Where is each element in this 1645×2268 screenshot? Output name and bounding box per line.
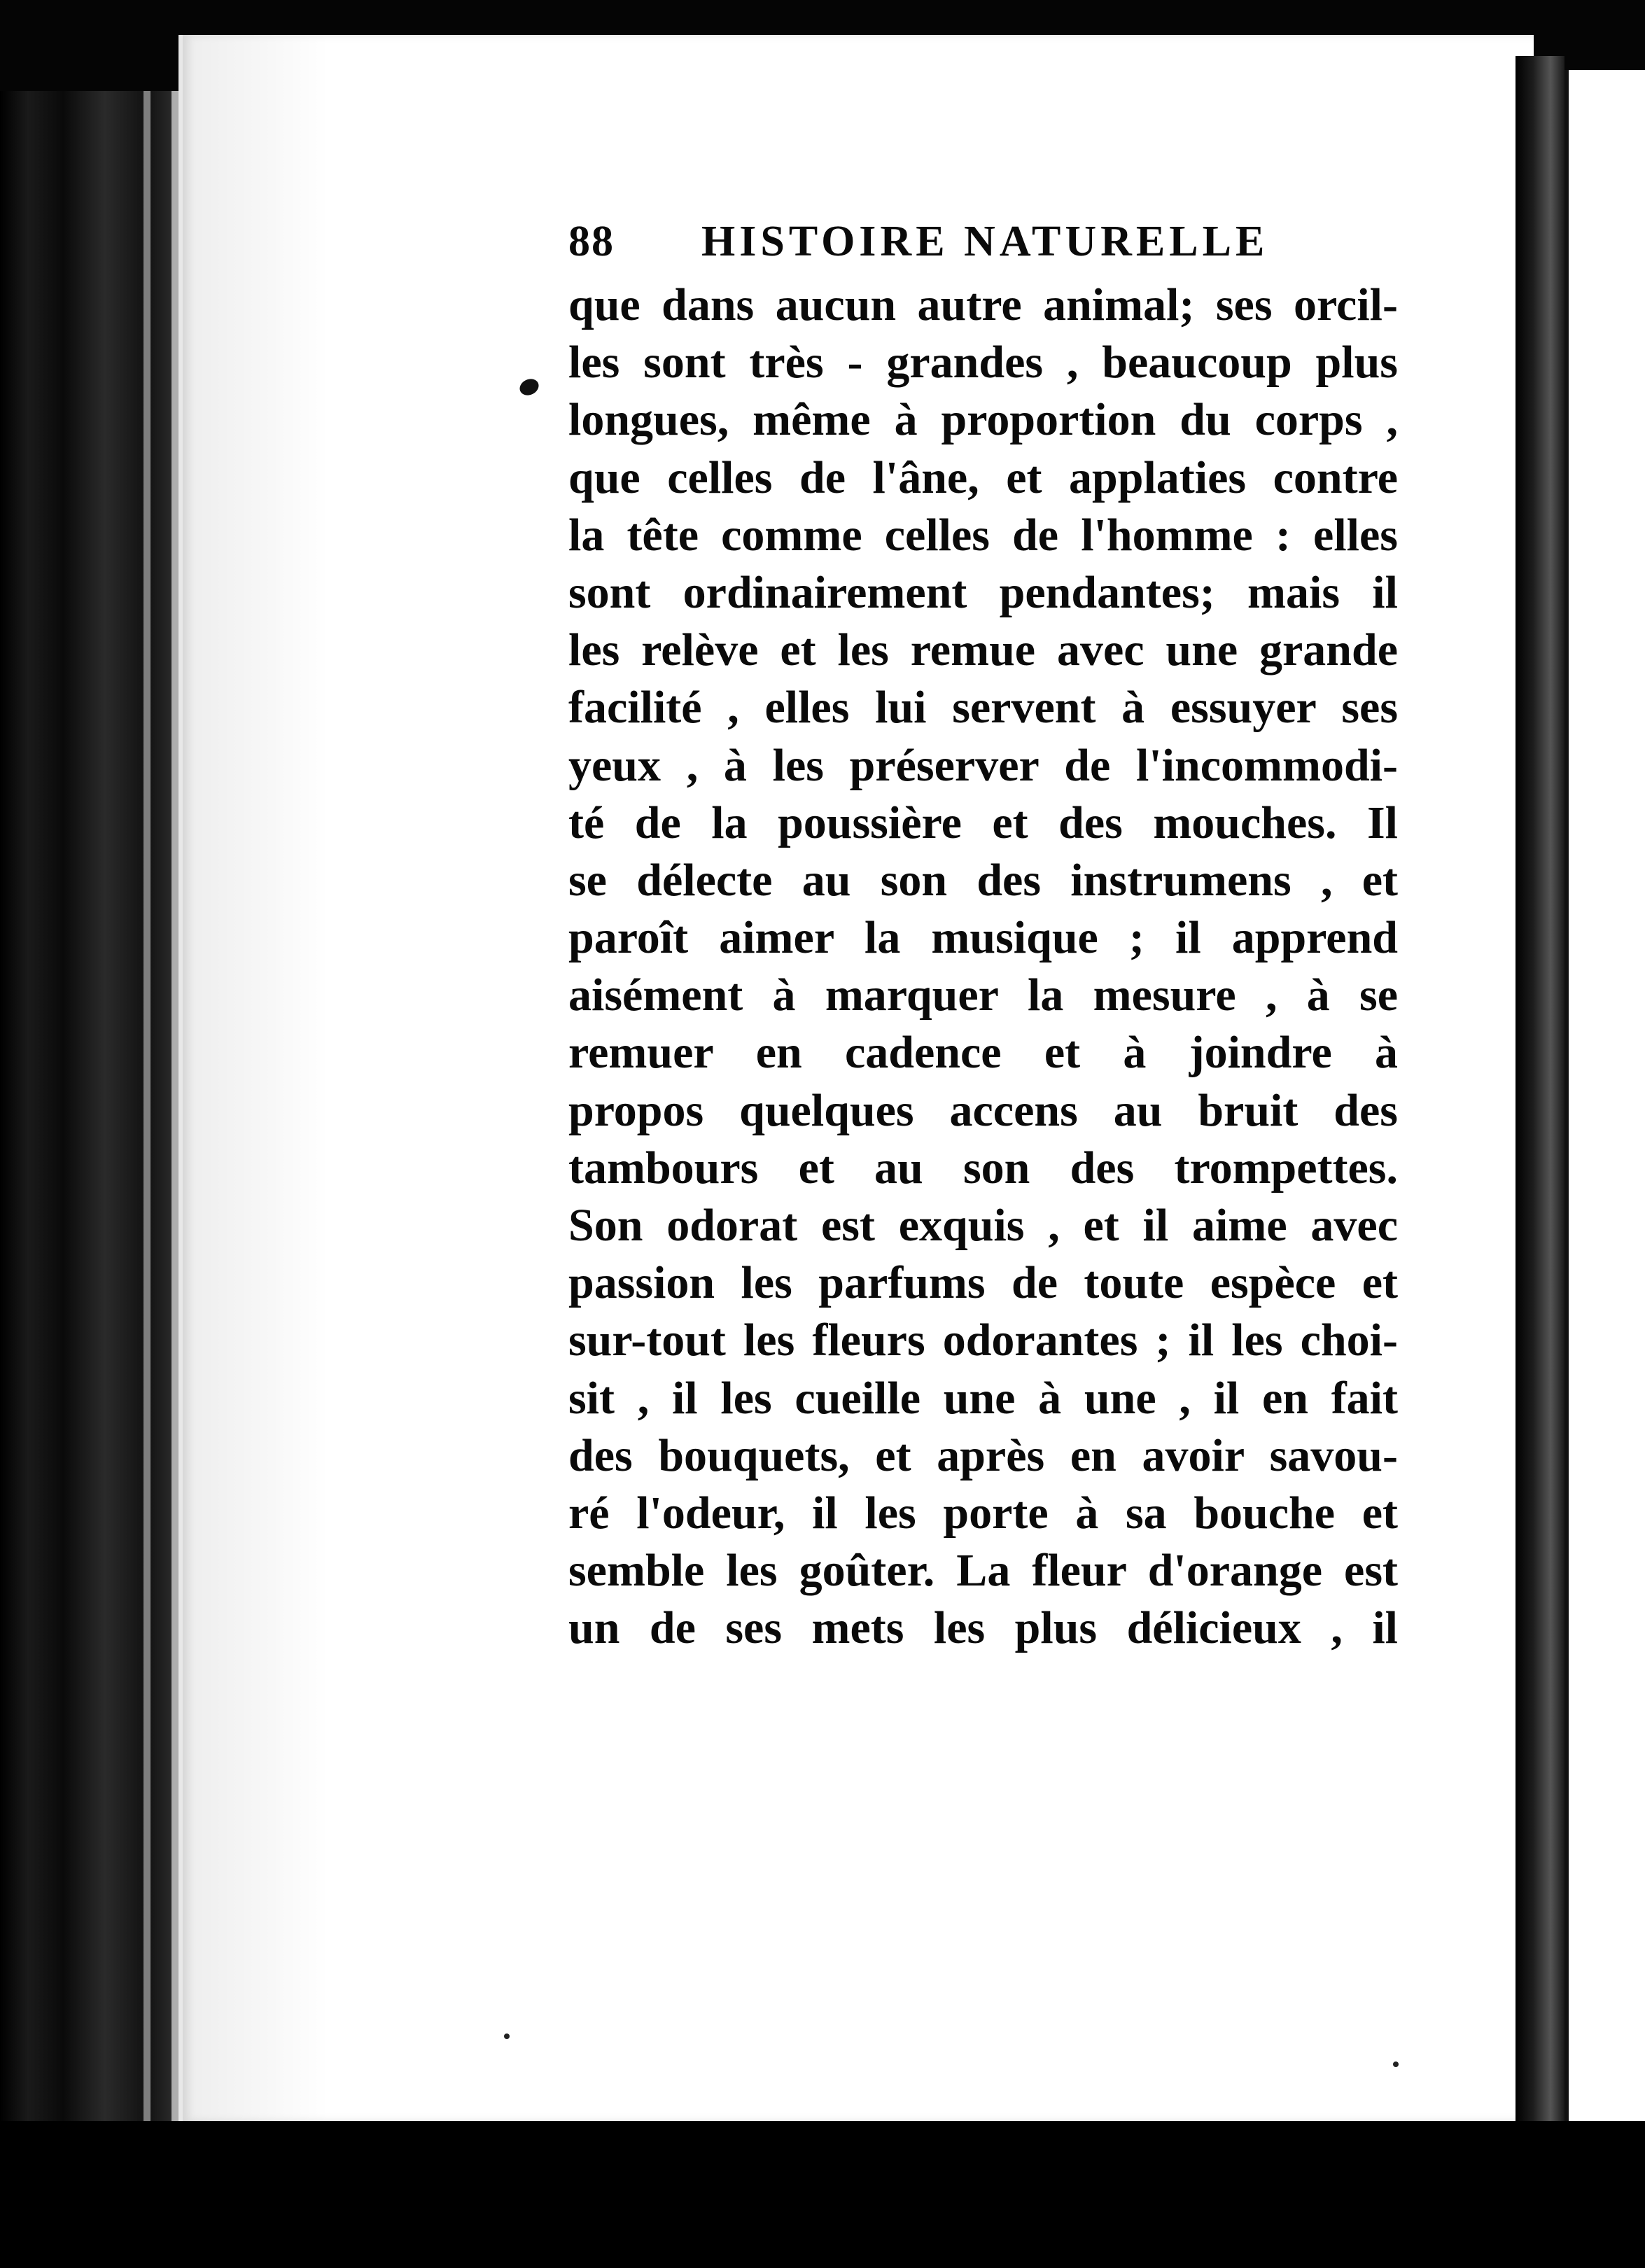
text-line: facilité , elles lui servent à essuyer ses: [568, 682, 1398, 734]
body-text: [568, 276, 1408, 1658]
text-line: aisément à marquer la mesure , à se: [568, 969, 1398, 1021]
page-shadow: [183, 35, 330, 2121]
facing-page-edge: [1564, 70, 1645, 2135]
page-edge: [172, 91, 178, 2142]
text-line: tambours et au son des trompettes.: [568, 1142, 1398, 1194]
text-line: ré l'odeur, il les porte à sa bouche et: [568, 1487, 1398, 1539]
text-line: semble les goûter. La fleur d'orange est: [568, 1545, 1398, 1597]
text-line: paroît aimer la musique ; il apprend: [568, 912, 1398, 964]
text-line: se délecte au son des instrumens , et: [568, 854, 1398, 906]
text-line: la tête comme celles de l'homme : elles: [568, 509, 1398, 561]
running-head-title: HISTOIRE NATURELLE: [701, 218, 1269, 265]
text-line: passion les parfums de toute espèce et: [568, 1257, 1398, 1309]
page-text-block: [568, 206, 1408, 1658]
text-line: que celles de l'âne, et applaties contre: [568, 451, 1398, 503]
text-line: longues, même à proportion du corps ,: [568, 394, 1398, 446]
scan-background: [0, 2121, 1645, 2268]
text-line: propos quelques accens au bruit des: [568, 1084, 1398, 1136]
book-gutter: [1516, 56, 1564, 2142]
page-edge: [144, 91, 150, 2142]
text-line: yeux , à les préserver de l'incommodi-: [568, 739, 1398, 791]
text-line: remuer en cadence et à joindre à: [568, 1027, 1398, 1079]
text-line: Son odorat est exquis , et il aime avec: [568, 1200, 1398, 1251]
text-line: sit , il les cueille une à une , il en fait: [568, 1372, 1398, 1424]
text-line: té de la poussière et des mouches. Il: [568, 797, 1398, 848]
text-line: les relève et les remue avec une grande: [568, 624, 1398, 676]
text-line: des bouquets, et après en avoir savou-: [568, 1429, 1398, 1481]
running-head: [568, 206, 1408, 276]
text-line: sur-tout les fleurs odorantes ; il les choi-: [568, 1315, 1398, 1366]
text-line: les sont très - grandes , beaucoup plus: [568, 337, 1398, 388]
text-line: un de ses mets les plus délicieux , il: [568, 1602, 1398, 1654]
page-number: 88: [568, 218, 615, 265]
ink-speck: [1393, 2062, 1399, 2067]
text-line: sont ordinairement pendantes; mais il: [568, 566, 1398, 618]
ink-speck: [504, 2033, 510, 2039]
text-line: que dans aucun autre animal; ses orcil-: [568, 279, 1398, 330]
